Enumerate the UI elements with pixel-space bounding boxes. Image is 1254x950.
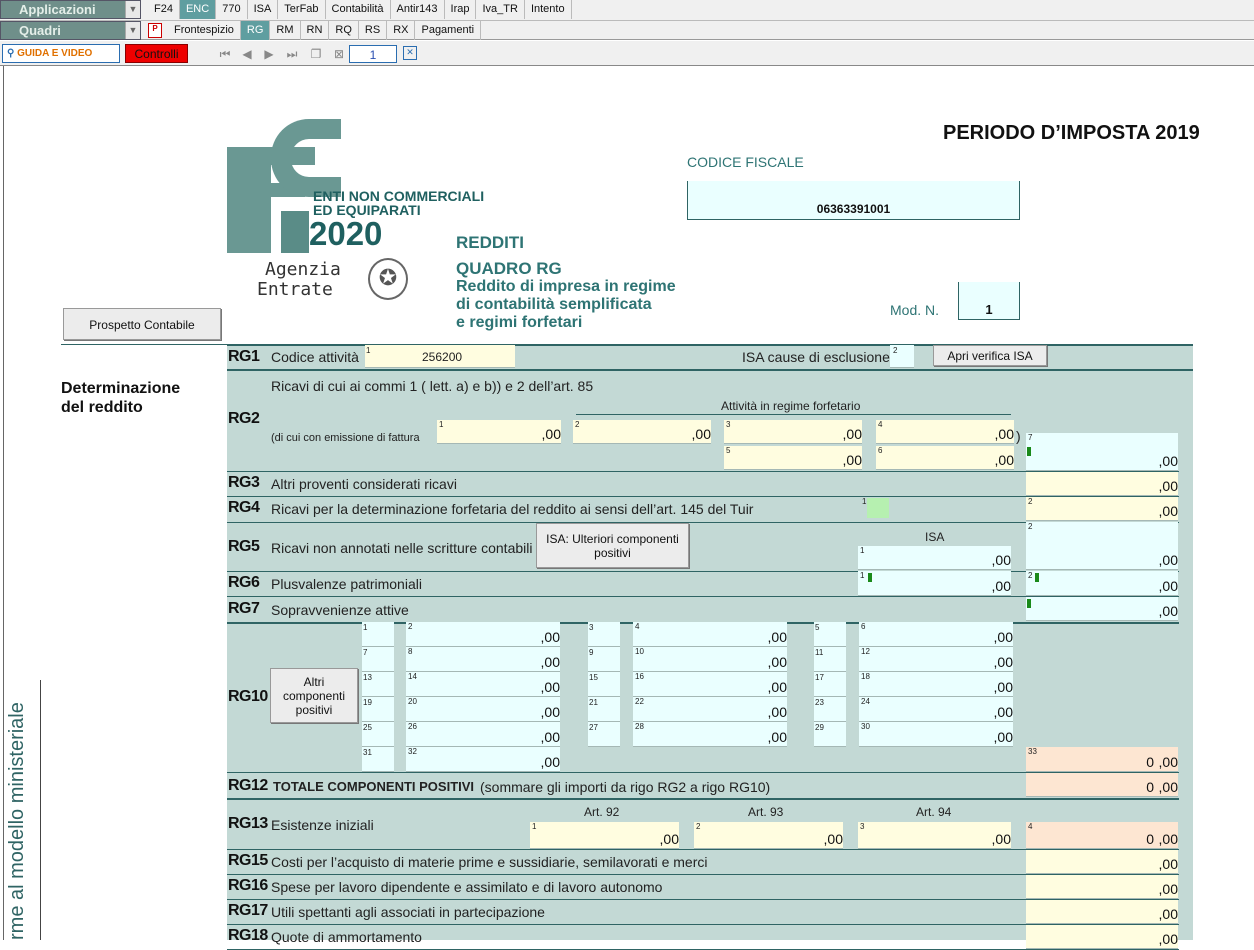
amount-field[interactable] xyxy=(530,822,679,849)
field-number: 1 xyxy=(363,623,368,632)
amount-field[interactable] xyxy=(859,647,1013,672)
field-number: 1 xyxy=(862,497,867,506)
periodo-title: PERIODO D’IMPOSTA 2019 xyxy=(943,122,1200,144)
quadro-tab-rs[interactable]: RS xyxy=(359,21,387,40)
decimals: ,00 xyxy=(993,729,1013,745)
amount-field[interactable] xyxy=(633,672,787,697)
mod-label: Mod. N. xyxy=(890,302,940,318)
republic-emblem-icon: ✪ xyxy=(368,258,408,300)
rg7-code: RG7 xyxy=(228,600,260,617)
amount-field[interactable] xyxy=(1026,497,1178,521)
field-number: 3 xyxy=(860,822,865,831)
field-number: 2 xyxy=(575,420,580,429)
app-tab-ivatr[interactable]: Iva_TR xyxy=(476,0,524,19)
decimals: ,00 xyxy=(1158,931,1178,947)
quadro-tab-rm[interactable]: RM xyxy=(270,21,300,40)
amount-field[interactable] xyxy=(1026,875,1178,899)
field-number: 27 xyxy=(589,723,598,732)
rg1-label: Codice attività xyxy=(271,349,359,365)
rg1-code: RG1 xyxy=(228,348,260,365)
decimals: ,00 xyxy=(767,729,787,745)
field-number: 1 xyxy=(366,346,371,355)
amount-field[interactable] xyxy=(1026,522,1178,570)
logo-year: 2020 xyxy=(309,215,383,252)
last-page-icon[interactable]: ⏭ xyxy=(286,47,298,61)
applicazioni-label: Applicazioni xyxy=(19,2,96,17)
app-tab-intento[interactable]: Intento xyxy=(525,0,572,19)
app-tab-contabilit[interactable]: Contabilità xyxy=(326,0,391,19)
forfetario-label: Attività in regime forfetario xyxy=(721,399,861,413)
amount-field[interactable] xyxy=(406,647,560,672)
prev-page-icon[interactable]: ◀ xyxy=(242,47,252,61)
decimals: ,00 xyxy=(540,704,560,720)
rg13-code: RG13 xyxy=(228,815,268,832)
logo-line2: ED EQUIPARATI xyxy=(313,202,421,218)
decimals: ,00 xyxy=(993,704,1013,720)
amount-field[interactable] xyxy=(1026,571,1178,596)
rg17-label: Utili spettanti agli associati in partecipazione xyxy=(271,904,545,920)
art94-label: Art. 94 xyxy=(916,805,952,819)
search-icon: ⚲ xyxy=(7,48,15,59)
desc-line3: e regimi forfetari xyxy=(456,314,583,331)
amount-field[interactable] xyxy=(633,697,787,722)
delete-page-icon[interactable]: ⊠ xyxy=(333,47,345,61)
chevron-down-icon[interactable]: ▼ xyxy=(125,1,140,18)
quadro-tab-rx[interactable]: RX xyxy=(387,21,415,40)
amount-field[interactable] xyxy=(859,697,1013,722)
decimals: ,00 xyxy=(540,654,560,670)
field-number: 2 xyxy=(1028,522,1033,531)
decimals: ,00 xyxy=(991,578,1011,594)
amount-field[interactable] xyxy=(406,747,560,772)
field-number: 9 xyxy=(589,648,594,657)
codice-attivita-value: 256200 xyxy=(422,350,463,364)
field-number: 2 xyxy=(1028,497,1033,506)
rg17-code: RG17 xyxy=(228,902,268,919)
chevron-down-icon[interactable]: ▼ xyxy=(125,22,140,39)
field-number: 29 xyxy=(815,723,824,732)
amount-field[interactable] xyxy=(406,622,560,647)
decimals: ,00 xyxy=(1158,453,1178,469)
field-number: 21 xyxy=(589,698,598,707)
field-number: 19 xyxy=(363,698,372,707)
field-number: 33 xyxy=(1028,747,1037,756)
app-tab-irap[interactable]: Irap xyxy=(445,0,477,19)
amount-field[interactable] xyxy=(406,697,560,722)
decimals: ,00 xyxy=(993,679,1013,695)
desc-line2: di contabilità semplificata xyxy=(456,296,652,313)
indicator-marker xyxy=(868,573,872,582)
field-number: 2 xyxy=(893,346,898,355)
amount-field[interactable] xyxy=(858,822,1011,849)
app-tab-terfab[interactable]: TerFab xyxy=(278,0,325,19)
decimals: ,00 xyxy=(993,629,1013,645)
decimals: ,00 xyxy=(823,831,843,847)
decimals: ,00 xyxy=(842,426,862,442)
decimals: ,00 xyxy=(993,654,1013,670)
field-number: 2 xyxy=(408,622,413,631)
field-number: 1 xyxy=(532,822,537,831)
field-number: 3 xyxy=(589,623,594,632)
field-number: 1 xyxy=(439,420,444,429)
cf-label: CODICE FISCALE xyxy=(687,154,804,170)
rg5-code: RG5 xyxy=(228,538,260,555)
decimals: ,00 xyxy=(541,426,561,442)
amount-field[interactable] xyxy=(859,622,1013,647)
decimals: ,00 xyxy=(1158,906,1178,922)
decimals: ,00 xyxy=(994,426,1014,442)
decimals: ,00 xyxy=(1158,552,1178,568)
field-number: 2 xyxy=(696,822,701,831)
quadro-tab-rq[interactable]: RQ xyxy=(329,21,359,40)
cf-value: 06363391001 xyxy=(816,202,891,216)
amount-field[interactable] xyxy=(1026,773,1178,797)
field-number: 2 xyxy=(1028,571,1033,580)
amount-field[interactable] xyxy=(1026,433,1178,471)
decimals: ,00 xyxy=(540,679,560,695)
section-line1: Determinazione xyxy=(61,380,181,397)
indicator-marker xyxy=(1027,599,1031,608)
amount-field[interactable] xyxy=(876,420,1014,444)
decimals: ,00 xyxy=(1158,578,1178,594)
quadro-tab-frontespizio[interactable]: Frontespizio xyxy=(168,21,241,40)
decimals: ,00 xyxy=(994,452,1014,468)
rg18-label: Quote di ammortamento xyxy=(271,929,422,945)
app-tab-isa[interactable]: ISA xyxy=(248,0,279,19)
art93-label: Art. 93 xyxy=(748,805,784,819)
amount-field[interactable] xyxy=(1026,822,1178,849)
agenzia-line1: Agenzia xyxy=(265,259,341,280)
app-tab-770[interactable]: 770 xyxy=(216,0,247,19)
isa-cause-label: ISA cause di esclusione xyxy=(742,349,890,365)
decimals: ,00 xyxy=(1158,881,1178,897)
rg2-code: RG2 xyxy=(228,410,260,427)
goto-page-icon[interactable]: ✕ xyxy=(403,46,417,60)
decimals: ,00 xyxy=(991,831,1011,847)
rg5-label: Ricavi non annotati nelle scritture contabili xyxy=(271,540,533,556)
app-tab-f24[interactable]: F24 xyxy=(148,0,180,19)
guida-label: GUIDA E VIDEO xyxy=(17,48,93,59)
quadro-tab-rg[interactable]: RG xyxy=(241,21,271,40)
decimals: ,00 xyxy=(1158,478,1178,494)
field-number: 7 xyxy=(363,648,368,657)
rg4-code: RG4 xyxy=(228,499,260,516)
app-tab-antir143[interactable]: Antir143 xyxy=(391,0,445,19)
field-number: 30 xyxy=(861,722,870,731)
amount-field[interactable] xyxy=(1026,850,1178,874)
pdf-icon[interactable]: P xyxy=(148,23,162,38)
field-number: 22 xyxy=(635,697,644,706)
field-number: 24 xyxy=(861,697,870,706)
amount-value: 0 xyxy=(1146,779,1154,795)
field-number: 26 xyxy=(408,722,417,731)
redditi-label: REDDITI xyxy=(456,233,524,252)
agenzia-line2: Entrate xyxy=(257,279,333,300)
field-number: 5 xyxy=(726,446,731,455)
rg15-code: RG15 xyxy=(228,852,268,869)
field-number: 16 xyxy=(635,672,644,681)
decimals: ,00 xyxy=(1158,831,1178,847)
close-paren: ) xyxy=(1016,428,1021,444)
field-number: 8 xyxy=(408,647,413,656)
amount-field[interactable] xyxy=(437,420,561,444)
field-number: 18 xyxy=(861,672,870,681)
field-number: 4 xyxy=(1028,822,1033,831)
amount-field[interactable] xyxy=(573,420,711,444)
field-number: 23 xyxy=(815,698,824,707)
amount-field[interactable] xyxy=(406,672,560,697)
row-divider xyxy=(227,798,1179,800)
decimals: ,00 xyxy=(691,426,711,442)
decimals: ,00 xyxy=(767,704,787,720)
field-number: 20 xyxy=(408,697,417,706)
field-number: 7 xyxy=(1028,433,1033,442)
field-number: 32 xyxy=(408,747,417,756)
field-number: 25 xyxy=(363,723,372,732)
quadro-label: QUADRO RG xyxy=(456,259,562,278)
page-number-input[interactable]: 1 xyxy=(349,45,397,63)
rg4-label: Ricavi per la determinazione forfetaria del reddito ai sensi dell’art. 145 del Tuir xyxy=(271,501,754,517)
decimals: ,00 xyxy=(767,629,787,645)
altri-componenti-button[interactable]: Altri componenti positivi xyxy=(270,668,358,723)
field-number: 17 xyxy=(815,673,824,682)
prospetto-contabile-button[interactable]: Prospetto Contabile xyxy=(63,308,221,340)
next-page-icon[interactable]: ▶ xyxy=(264,47,274,61)
isa-ulteriori-button[interactable]: ISA: Ulteriori componenti positivi xyxy=(536,523,689,568)
field-number: 4 xyxy=(635,622,640,631)
rg3-label: Altri proventi considerati ricavi xyxy=(271,476,457,492)
field-number: 6 xyxy=(861,622,866,631)
amount-value: 0 xyxy=(1146,831,1154,847)
field-number: 10 xyxy=(635,647,644,656)
rg18-code: RG18 xyxy=(228,927,268,944)
field-number: 5 xyxy=(815,623,820,632)
amount-field[interactable] xyxy=(694,822,843,849)
amount-value: 0 xyxy=(1146,754,1154,770)
section-line2: del reddito xyxy=(61,399,143,416)
rg16-label: Spese per lavoro dipendente e assimilato e di lavoro autonomo xyxy=(271,879,663,895)
amount-field[interactable] xyxy=(1026,597,1178,621)
amount-field[interactable] xyxy=(1026,925,1178,949)
decimals: ,00 xyxy=(1158,503,1178,519)
field-number: 12 xyxy=(861,647,870,656)
decimals: ,00 xyxy=(1158,754,1178,770)
indicator-marker xyxy=(1035,573,1039,582)
field-number: 11 xyxy=(815,648,824,657)
field-number: 1 xyxy=(860,571,865,580)
amount-field[interactable] xyxy=(633,647,787,672)
art92-label: Art. 92 xyxy=(584,805,620,819)
decimals: ,00 xyxy=(540,629,560,645)
decimals: ,00 xyxy=(540,754,560,770)
amount-field[interactable] xyxy=(858,571,1011,596)
rg3-code: RG3 xyxy=(228,474,260,491)
field-number: 6 xyxy=(878,446,883,455)
field-number: 4 xyxy=(878,420,883,429)
decimals: ,00 xyxy=(842,452,862,468)
rg6-code: RG6 xyxy=(228,574,260,591)
field-number: 1 xyxy=(860,546,865,555)
rg16-code: RG16 xyxy=(228,877,268,894)
rg4-checkbox[interactable] xyxy=(867,498,889,518)
amount-field[interactable] xyxy=(724,446,862,470)
logo-line1: ENTI NON COMMERCIALI xyxy=(313,188,485,204)
rg7-label: Sopravvenienze attive xyxy=(271,602,409,618)
rg12-code: RG12 xyxy=(228,777,268,794)
indicator-marker xyxy=(1027,447,1031,456)
amount-field[interactable] xyxy=(859,672,1013,697)
mod-number-field[interactable]: 1 xyxy=(958,282,1020,320)
app-tab-enc[interactable]: ENC xyxy=(180,0,216,19)
decimals: ,00 xyxy=(540,729,560,745)
rg2-subtitle: (di cui con emissione di fattura xyxy=(271,432,420,444)
amount-field[interactable] xyxy=(724,420,862,444)
decimals: ,00 xyxy=(767,679,787,695)
amount-field[interactable] xyxy=(859,722,1013,747)
amount-field[interactable] xyxy=(633,622,787,647)
decimals: ,00 xyxy=(1158,779,1178,795)
controlli-button[interactable]: Controlli xyxy=(125,44,188,63)
amount-field[interactable] xyxy=(858,546,1011,570)
quadro-tab-pagamenti[interactable]: Pagamenti xyxy=(415,21,481,40)
rg13-label: Esistenze iniziali xyxy=(271,817,374,833)
rg1-rule xyxy=(227,369,1193,371)
new-page-icon[interactable]: ❐ xyxy=(310,47,322,61)
field-number: 14 xyxy=(408,672,417,681)
decimals: ,00 xyxy=(767,654,787,670)
field-number: 28 xyxy=(635,722,644,731)
rg10-code: RG10 xyxy=(228,688,268,705)
quadro-tab-rn[interactable]: RN xyxy=(301,21,330,40)
isa-column-label: ISA xyxy=(925,530,945,544)
desc-line1: Reddito di impresa in regime xyxy=(456,278,676,295)
side-caption: rme al modello ministeriale xyxy=(6,702,28,940)
rg2-title: Ricavi di cui ai commi 1 ( lett. a) e b)) e 2 dell’art. 85 xyxy=(271,378,594,394)
first-page-icon[interactable]: ⏮ xyxy=(219,47,231,61)
amount-field[interactable] xyxy=(406,722,560,747)
decimals: ,00 xyxy=(659,831,679,847)
rg12-label: (sommare gli importi da rigo RG2 a rigo RG10) xyxy=(480,779,771,795)
decimals: ,00 xyxy=(1158,856,1178,872)
forfetario-rule xyxy=(576,414,1011,415)
amount-field[interactable] xyxy=(1026,747,1178,772)
apri-verifica-isa-button[interactable]: Apri verifica ISA xyxy=(933,345,1047,366)
amount-field[interactable] xyxy=(1026,472,1178,496)
rg12-bold: TOTALE COMPONENTI POSITIVI xyxy=(273,779,475,794)
rg6-label: Plusvalenze patrimoniali xyxy=(271,576,422,592)
field-number: 31 xyxy=(363,748,372,757)
quadri-label: Quadri xyxy=(19,23,61,38)
amount-field[interactable] xyxy=(633,722,787,747)
field-number: 3 xyxy=(726,420,731,429)
amount-field[interactable] xyxy=(876,446,1014,470)
decimals: ,00 xyxy=(1158,603,1178,619)
amount-field[interactable] xyxy=(1026,900,1178,924)
rg15-label: Costi per l’acquisto di materie prime e sussidiarie, semilavorati e merci xyxy=(271,854,708,870)
decimals: ,00 xyxy=(991,552,1011,568)
field-number: 15 xyxy=(589,673,598,682)
field-number: 13 xyxy=(363,673,372,682)
